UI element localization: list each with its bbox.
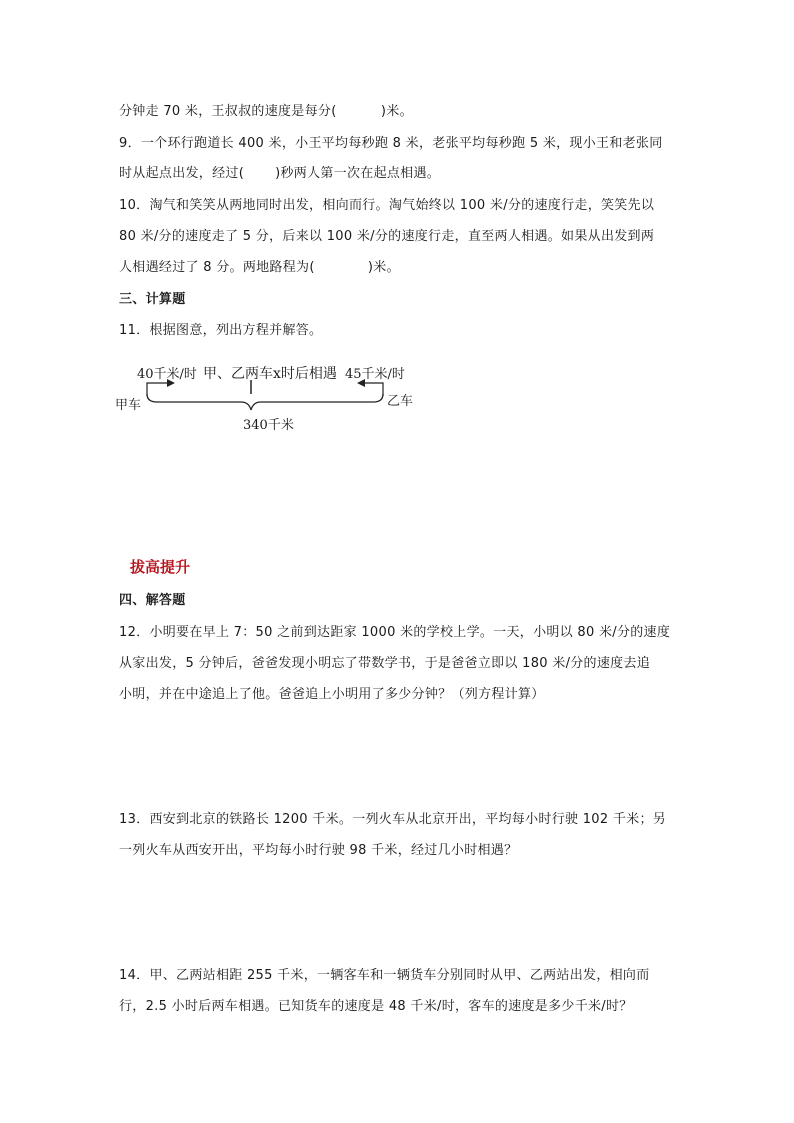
question-12-line-2: 从家出发，5 分钟后，爸爸发现小明忘了带数学书，于是爸爸立即以 180 米/分的速度去追 [119, 656, 651, 671]
question-13-line-2: 一列火车从西安开出，平均每小时行驶 98 千米，经过几小时相遇？ [119, 843, 518, 858]
meeting-diagram [115, 358, 425, 438]
question-10-line-1: 10．淘气和笑笑从两地同时出发，相向而行。淘气始终以 100 米/分的速度行走，笑笑先以 [119, 198, 655, 213]
question-12-line-1: 12．小明要在早上 7：50 之前到达距家 1000 米的学校上学。一天，小明以 80 米/分的速度 [119, 625, 671, 640]
left-car-arrow-icon [147, 383, 167, 396]
right-car-arrow-icon [365, 383, 383, 396]
left-speed-label: 40千米/时 [137, 367, 197, 382]
question-13-line-1: 13．西安到北京的铁路长 1200 千米。一列火车从北京开出，平均每小时行驶 102 千米；另 [119, 812, 667, 827]
question-12-line-3: 小明，并在中途追上了他。爸爸追上小明用了多少分钟？（列方程计算） [119, 687, 545, 702]
car-b-label: 乙车 [387, 394, 414, 409]
question-11-line-1: 11．根据图意，列出方程并解答。 [119, 323, 323, 338]
section-heading-word-problems: 四、解答题 [119, 593, 186, 608]
section-title-advanced: 拔高提升 [130, 558, 191, 576]
right-speed-label: 45千米/时 [345, 367, 405, 382]
question-10-line-2: 80 米/分的速度走了 5 分，后来以 100 米/分的速度行走，直至两人相遇。如果从出发到两 [119, 229, 655, 244]
distance-label: 340千米 [243, 418, 294, 433]
distance-brace [147, 394, 383, 410]
meeting-caption: 甲、乙两车x时后相遇 [203, 366, 337, 382]
question-9-line-2: 时从起点出发，经过( )秒两人第一次在起点相遇。 [119, 166, 441, 181]
section-heading-calculation: 三、计算题 [119, 292, 186, 307]
car-a-label: 甲车 [115, 398, 142, 413]
question-14-line-2: 行，2.5 小时后两车相遇。已知货车的速度是 48 千米/时，客车的速度是多少千米/时？ [119, 999, 633, 1014]
question-14-line-1: 14．甲、乙两站相距 255 千米，一辆客车和一辆货车分别同时从甲、乙两站出发，相向而 [119, 968, 650, 983]
question-8-line-2: 分钟走 70 米，王叔叔的速度是每分( )米。 [119, 104, 413, 119]
question-9-line-1: 9．一个环行跑道长 400 米，小王平均每秒跑 8 米，老张平均每秒跑 5 米，现小王和老张同 [119, 136, 663, 151]
question-10-line-3: 人相遇经过了 8 分。两地路程为( )米。 [119, 260, 400, 275]
